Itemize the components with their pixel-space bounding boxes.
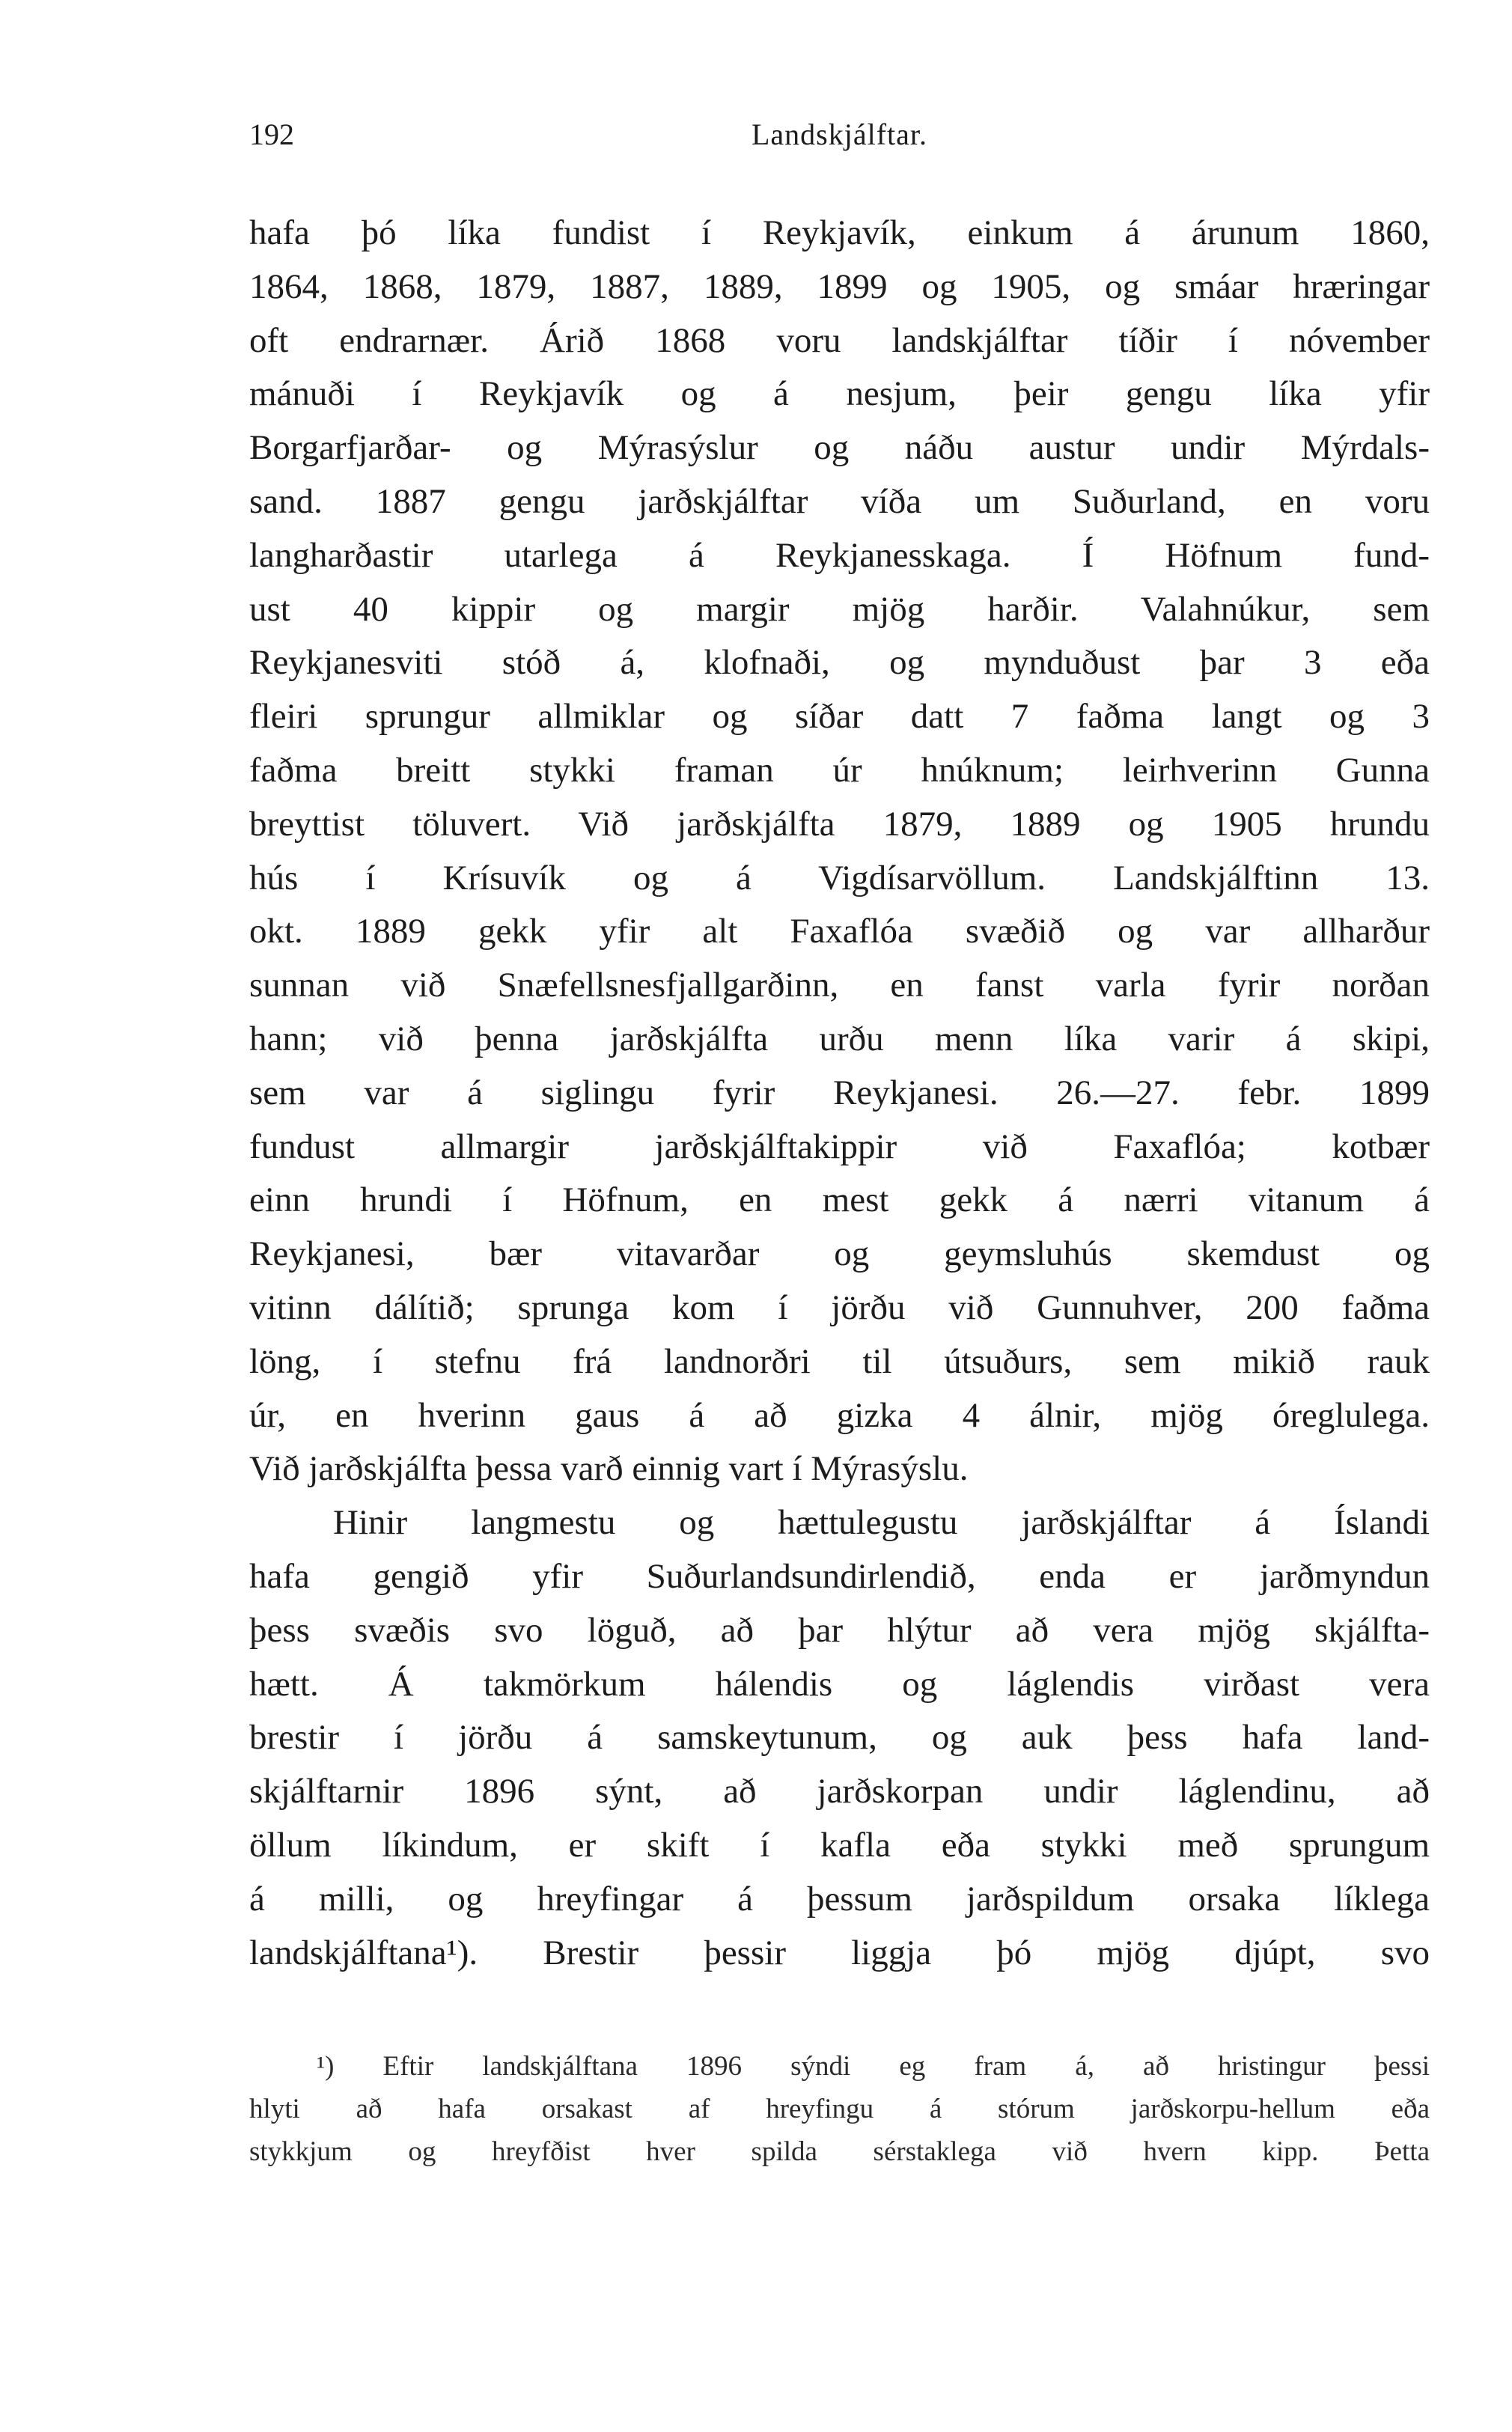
text-line: skjálftarnir 1896 sýnt, að jarðskorpan undir láglendinu, að [249, 1772, 1430, 1811]
running-title: Landskjálftar. [751, 118, 928, 151]
text-line: Við jarðskjálfta þessa varð einnig vart í Mýrasýslu. [249, 1449, 969, 1489]
text-line: Reykjanesviti stóð á, klofnaði, og mynduðust þar 3 eða [249, 643, 1430, 683]
text-line: sand. 1887 gengu jarðskjálftar víða um Suðurland, en voru [249, 481, 1430, 521]
text-line: öllum líkindum, er skift í kafla eða stykki með sprungum [249, 1825, 1430, 1865]
text-line: langharðastir utarlega á Reykjanesskaga. Í Höfnum fund- [249, 535, 1430, 575]
text-line: ust 40 kippir og margir mjög harðir. Valahnúkur, sem [249, 589, 1430, 629]
page-number: 192 [249, 118, 294, 151]
text-line: hafa þó líka fundist í Reykjavík, einkum á árunum 1860, [249, 213, 1430, 252]
text-line: hús í Krísuvík og á Vigdísarvöllum. Landskjálftinn 13. [249, 858, 1430, 897]
text-line: Reykjanesi, bær vitavarðar og geymsluhús skemdust og [249, 1234, 1430, 1274]
text-line: breyttist töluvert. Við jarðskjálfta 1879, 1889 og 1905 hrundu [249, 804, 1430, 844]
text-line: landskjálftana¹). Brestir þessir liggja þó mjög djúpt, svo [249, 1933, 1430, 1972]
text-line: oft endrarnær. Árið 1868 voru landskjálftar tíðir í nóvember [249, 320, 1430, 360]
text-line: Hinir langmestu og hættulegustu jarðskjálftar á Íslandi [333, 1503, 1430, 1543]
text-line: vitinn dálítið; sprunga kom í jörðu við Gunnuhver, 200 faðma [249, 1287, 1430, 1327]
text-line: einn hrundi í Höfnum, en mest gekk á nærri vitanum á [249, 1180, 1430, 1220]
body-text [249, 207, 1430, 1980]
text-line: hafa gengið yfir Suðurlandsundirlendið, enda er jarðmyndun [249, 1556, 1430, 1596]
text-line: mánuði í Reykjavík og á nesjum, þeir gengu líka yfir [249, 374, 1430, 414]
running-head [249, 112, 1430, 157]
text-line: sunnan við Snæfellsnesfjallgarðinn, en fanst varla fyrir norðan [249, 966, 1430, 1005]
text-line: fleiri sprungur allmiklar og síðar datt 7 faðma langt og 3 [249, 697, 1430, 737]
footnote-line: stykkjum og hreyfðist hver spilda sérstaklega við hvern kipp. Þetta [249, 2136, 1430, 2167]
text-line: löng, í stefnu frá landnorðri til útsuðurs, sem mikið rauk [249, 1341, 1430, 1381]
text-line: hætt. Á takmörkum hálendis og láglendis virðast vera [249, 1664, 1430, 1704]
text-line: brestir í jörðu á samskeytunum, og auk þess hafa land- [249, 1718, 1430, 1758]
text-line: sem var á siglingu fyrir Reykjanesi. 26.—27. febr. 1899 [249, 1073, 1430, 1112]
footnote-line: hlyti að hafa orsakast af hreyfingu á stórum jarðskorpu-hellum eða [249, 2094, 1430, 2124]
text-line: faðma breitt stykki framan úr hnúknum; leirhverinn Gunna [249, 750, 1430, 790]
text-line: hann; við þenna jarðskjálfta urðu menn líka varir á skipi, [249, 1019, 1430, 1058]
text-line: úr, en hverinn gaus á að gizka 4 álnir, mjög óreglulega. [249, 1395, 1430, 1435]
text-line: Borgarfjarðar- og Mýrasýslur og náðu austur undir Mýrdals- [249, 428, 1430, 468]
footnote [249, 2045, 1430, 2173]
text-line: 1864, 1868, 1879, 1887, 1889, 1899 og 1905, og smáar hræringar [249, 266, 1430, 306]
footnote-line: ¹) Eftir landskjálftana 1896 sýndi eg fram á, að hristingur þessi [317, 2051, 1430, 2082]
text-line: á milli, og hreyfingar á þessum jarðspildum orsaka líklega [249, 1879, 1430, 1919]
text-line: fundust allmargir jarðskjálftakippir við Faxaflóa; kotbær [249, 1127, 1430, 1166]
text-line: okt. 1889 gekk yfir alt Faxaflóa svæðið og var allharður [249, 912, 1430, 951]
text-line: þess svæðis svo löguð, að þar hlýtur að vera mjög skjálfta- [249, 1610, 1430, 1650]
